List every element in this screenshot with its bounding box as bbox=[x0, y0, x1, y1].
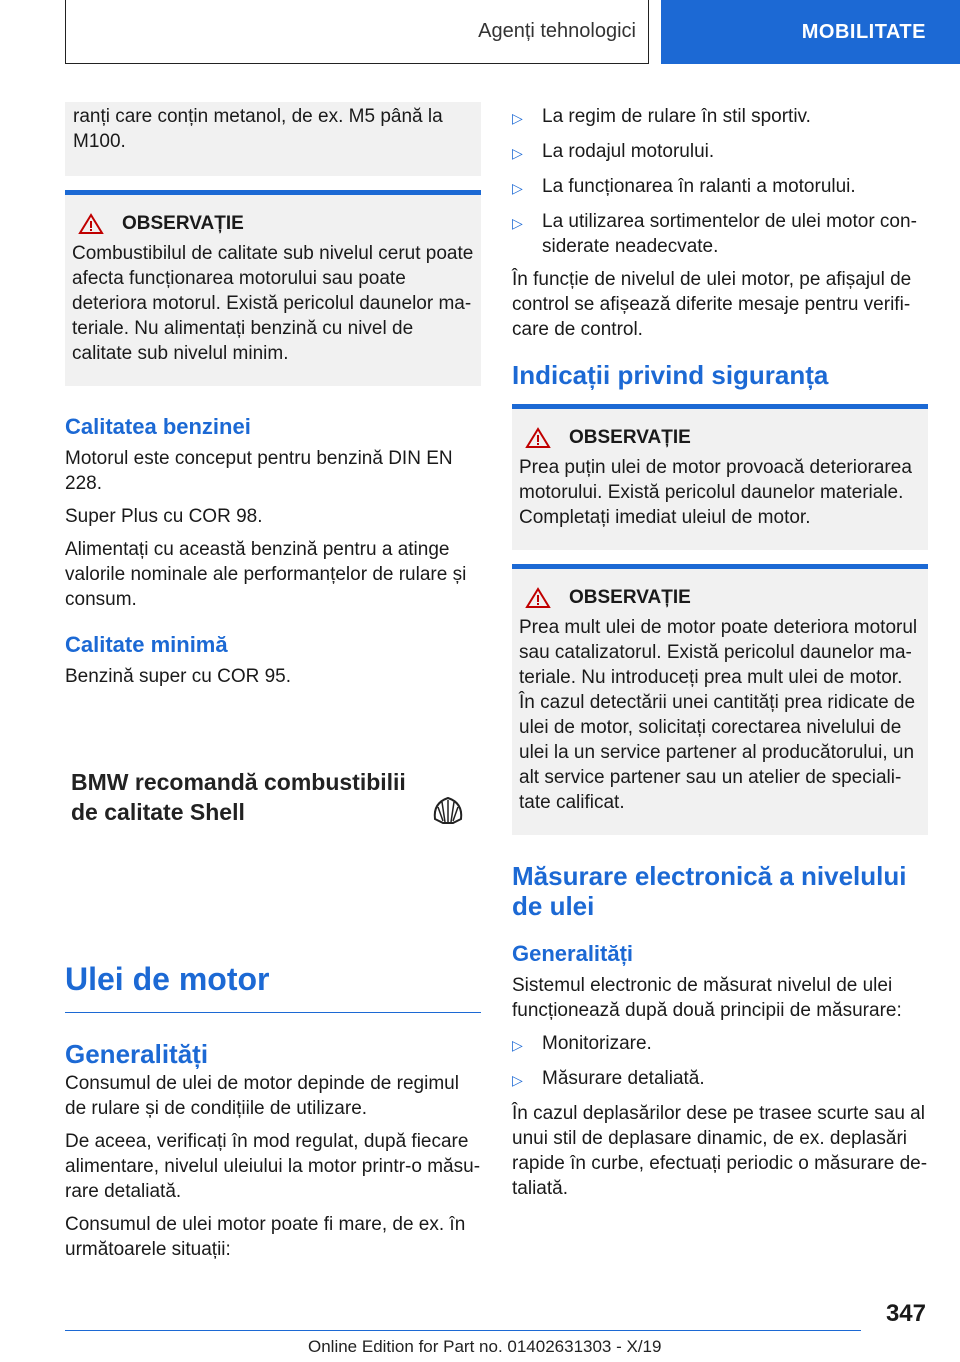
shell-logo-icon bbox=[431, 795, 465, 827]
paragraph: Sistemul electronic de măsurat nivelul de ulei funcționează după două principii de măsurare: bbox=[512, 975, 902, 1021]
list-item: ▷ La regim de rulare în stil sportiv. bbox=[512, 104, 928, 131]
triangle-bullet-icon: ▷ bbox=[512, 1037, 523, 1053]
warning-title: OBSERVAȚIE bbox=[72, 213, 474, 235]
paragraph: Consumul de ulei de motor depinde de regimul de rulare și de condițiile de utilizare. bbox=[65, 1073, 459, 1119]
warning-text: Prea mult ulei de motor poate deteriora motorul sau catalizatorul. Există pericolul daunelor materiale. Nu introduceți prea mult ulei de motor. În cazul detectării unei cantități prea ridicate de ulei de motor, solicitați corectarea nivelului de ulei la un service partener al producătorului, un alt service partener sau un atelier de specialitate calificat. bbox=[519, 617, 918, 813]
triangle-bullet-icon: ▷ bbox=[512, 180, 523, 196]
paragraph: De aceea, verificați în mod regulat, după fiecare alimentare, nivelul uleiului la motor printr-o măsurare detaliată. bbox=[65, 1131, 481, 1202]
right-column bbox=[512, 102, 928, 1209]
list-item: ▷ Măsurare detaliată. bbox=[512, 1066, 928, 1093]
paragraph: Super Plus cu COR 98. bbox=[65, 506, 263, 527]
section-heading: Indicații privind siguranța bbox=[512, 360, 829, 390]
paragraph: Alimentați cu această benzină pentru a atinge valorile nominale ale performanțelor de rulare și consum. bbox=[65, 539, 467, 610]
triangle-bullet-icon: ▷ bbox=[512, 145, 523, 161]
header-section-label: Agenți tehnologici bbox=[478, 20, 636, 42]
bullet-list bbox=[512, 104, 928, 259]
paragraph: Motorul este conceput pentru benzină DIN EN 228. bbox=[65, 448, 453, 494]
warning-triangle-icon bbox=[525, 587, 551, 609]
continued-text: ranți care conțin metanol, de ex. M5 până la M100. bbox=[73, 106, 443, 152]
warning-triangle-icon bbox=[525, 427, 551, 449]
paragraph: Benzină super cu COR 95. bbox=[65, 666, 292, 687]
footer-divider bbox=[65, 1330, 861, 1331]
section-heading: Generalități bbox=[65, 1039, 209, 1069]
list-item: ▷ La funcționarea în ralanti a motorului. bbox=[512, 174, 928, 201]
list-item: ▷ La rodajul motorului. bbox=[512, 139, 928, 166]
header-badge bbox=[661, 0, 960, 64]
warning-box bbox=[512, 564, 928, 835]
section-heading: Măsurare electronică a nivelului de ulei bbox=[512, 861, 907, 921]
section-heading: Calitate minimă bbox=[65, 632, 228, 657]
bullet-list bbox=[512, 1031, 928, 1093]
list-item: ▷ La utilizarea sortimentelor de ulei motor considerate neadecvate. bbox=[512, 211, 917, 257]
warning-triangle-icon bbox=[78, 213, 104, 235]
paragraph: Consumul de ulei motor poate fi mare, de ex. în următoarele situații: bbox=[65, 1214, 466, 1260]
page-number: 347 bbox=[885, 1300, 926, 1327]
warning-text: Prea puțin ulei de motor provoacă deteriorarea motorului. Există pericolul daunelor materiale. Completați imediat uleiul de motor. bbox=[519, 457, 912, 528]
warning-box bbox=[65, 190, 481, 386]
triangle-bullet-icon: ▷ bbox=[512, 215, 523, 231]
triangle-bullet-icon: ▷ bbox=[512, 110, 523, 126]
left-column bbox=[65, 102, 481, 1270]
warning-title: OBSERVAȚIE bbox=[519, 427, 921, 449]
warning-text: Combustibilul de calitate sub nivelul cerut poate afecta funcționarea motorului sau poate deteriora motorul. Există pericolul daunelor materiale. Nu alimentați benzină cu nivel de calitate sub nivelul minim. bbox=[72, 243, 474, 364]
section-heading: Calitatea benzinei bbox=[65, 414, 251, 439]
header-section-tab bbox=[65, 0, 649, 64]
triangle-bullet-icon: ▷ bbox=[512, 1072, 523, 1088]
chapter-heading: Ulei de motor bbox=[65, 961, 481, 1013]
list-item: ▷ Monitorizare. bbox=[512, 1031, 928, 1058]
shell-recommendation: BMW recomandă combustibilii de calitate Shell bbox=[71, 767, 481, 827]
footer-edition: Online Edition for Part no. 01402631303 - X/19 bbox=[308, 1337, 662, 1356]
continued-text-box bbox=[65, 102, 481, 176]
paragraph: În funcție de nivelul de ulei motor, pe afișajul de control se afișează diferite mesaje pentru verificare de control. bbox=[512, 269, 912, 340]
warning-title: OBSERVAȚIE bbox=[519, 587, 921, 609]
header-badge-label: MOBILITATE bbox=[801, 20, 926, 43]
subsection-heading: Generalități bbox=[512, 941, 634, 966]
warning-box bbox=[512, 404, 928, 550]
paragraph: În cazul deplasărilor dese pe trasee scurte sau al unui stil de deplasare dinamic, de ex. deplasări rapide în curbe, efectuați periodic o măsurare detaliată. bbox=[512, 1103, 928, 1199]
